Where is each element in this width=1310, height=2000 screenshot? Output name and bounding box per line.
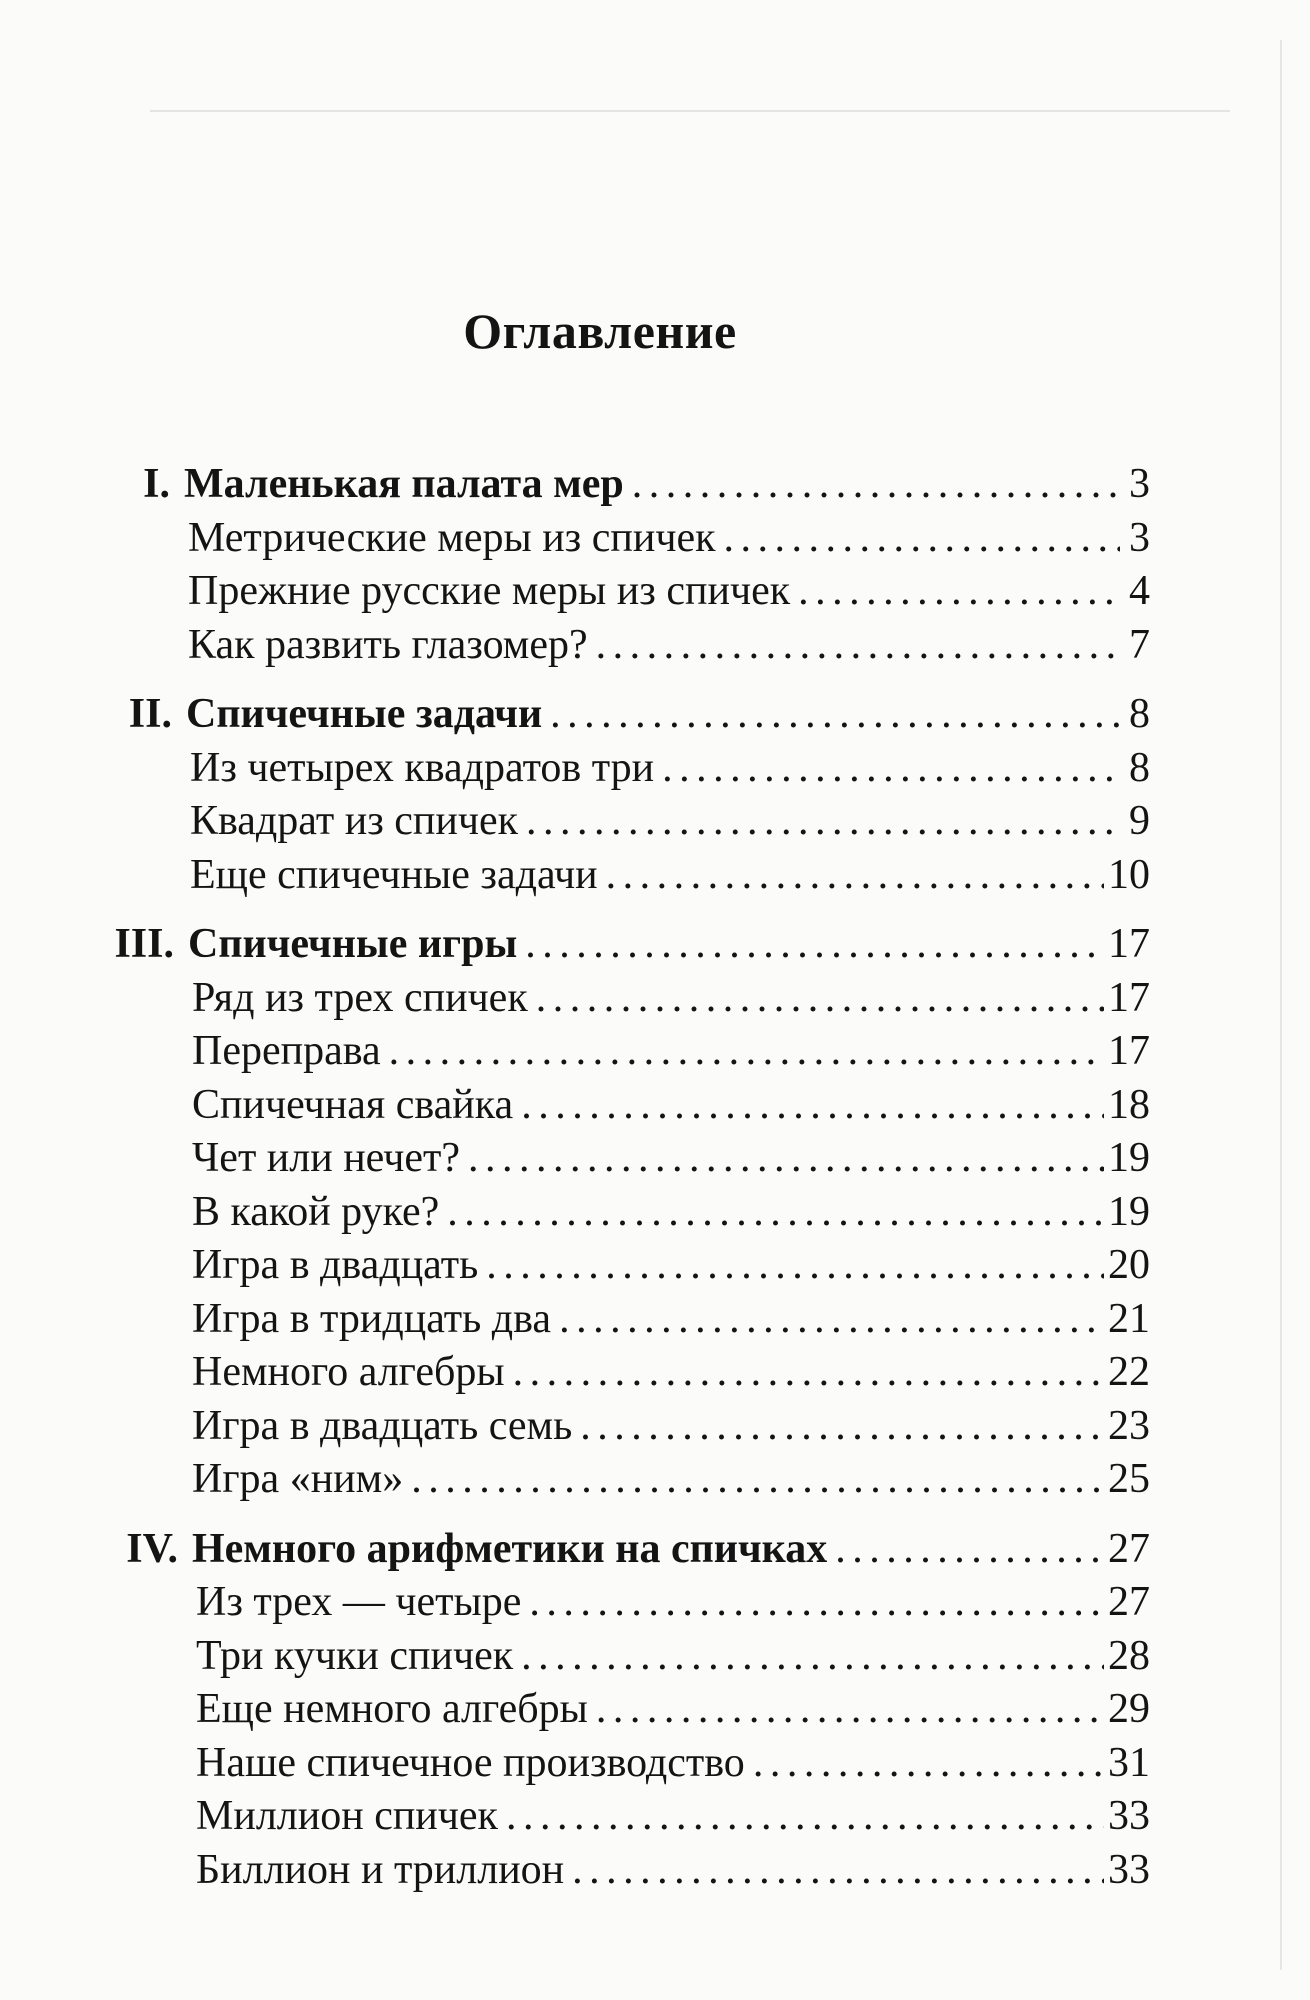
chapter-number: I. bbox=[143, 461, 170, 507]
section-title: Квадрат из спичек bbox=[190, 798, 519, 844]
page-number: 19 bbox=[1108, 1135, 1150, 1181]
page-number: 21 bbox=[1108, 1295, 1150, 1342]
page-number: 19 bbox=[1108, 1188, 1150, 1235]
dot-leader bbox=[468, 1129, 1104, 1187]
section-title: Метрические меры из спичек bbox=[188, 514, 716, 561]
dot-leader bbox=[513, 1343, 1104, 1401]
dot-leader bbox=[521, 1627, 1104, 1685]
toc-section-row bbox=[192, 969, 1150, 1027]
toc-section-row bbox=[192, 1290, 1150, 1348]
toc-chapter-row bbox=[128, 685, 1150, 743]
dot-leader bbox=[724, 509, 1120, 567]
dot-leader bbox=[447, 1183, 1104, 1241]
dot-leader bbox=[550, 685, 1120, 743]
page-number: 18 bbox=[1108, 1081, 1150, 1128]
dot-leader bbox=[521, 1076, 1104, 1134]
page-number: 10 bbox=[1108, 851, 1150, 898]
toc-section-row bbox=[196, 1841, 1150, 1899]
toc-chapter-row bbox=[114, 915, 1150, 973]
toc-section-row bbox=[192, 1236, 1150, 1294]
page-number: 17 bbox=[1108, 921, 1150, 967]
section-title: Игра в двадцать семь bbox=[192, 1402, 573, 1449]
dot-leader bbox=[525, 915, 1104, 973]
toc-section-row bbox=[196, 1734, 1150, 1792]
dot-leader bbox=[486, 1236, 1104, 1294]
dot-leader bbox=[526, 792, 1120, 850]
dot-leader bbox=[835, 1520, 1104, 1578]
section-title: Наше спичечное производство bbox=[196, 1739, 745, 1786]
dot-leader bbox=[411, 1450, 1104, 1508]
dot-leader bbox=[662, 739, 1120, 797]
page-number: 8 bbox=[1129, 744, 1150, 791]
chapter-title: Маленькая палата мер bbox=[184, 461, 624, 507]
toc-section-row bbox=[192, 1129, 1150, 1187]
page-number: 31 bbox=[1108, 1739, 1150, 1786]
page-number: 3 bbox=[1129, 461, 1150, 507]
section-title: Игра «ним» bbox=[192, 1456, 404, 1502]
page-number: 33 bbox=[1108, 1793, 1150, 1839]
chapter-number: IV. bbox=[126, 1525, 178, 1572]
page-number: 28 bbox=[1108, 1632, 1150, 1679]
toc-section-row bbox=[196, 1627, 1150, 1685]
dot-leader bbox=[389, 1022, 1104, 1080]
section-title: Немного алгебры bbox=[192, 1349, 505, 1395]
toc-section-row bbox=[192, 1022, 1150, 1080]
toc-section-row bbox=[196, 1680, 1150, 1738]
toc-section-row bbox=[190, 792, 1150, 850]
chapter-number: III. bbox=[114, 921, 174, 967]
toc-section-row bbox=[196, 1573, 1150, 1631]
page-title: Оглавление bbox=[463, 303, 737, 359]
page-number: 29 bbox=[1108, 1686, 1150, 1732]
section-title: Миллион спичек bbox=[196, 1793, 498, 1839]
dot-leader bbox=[572, 1841, 1104, 1899]
dot-leader bbox=[632, 455, 1120, 513]
section-title: В какой руке? bbox=[192, 1188, 440, 1235]
toc-chapter-row bbox=[126, 1520, 1150, 1578]
toc-section-row bbox=[188, 562, 1150, 620]
page-number: 27 bbox=[1108, 1579, 1150, 1625]
section-title: Из четырех квадратов три bbox=[190, 744, 655, 791]
dot-leader bbox=[580, 1397, 1104, 1455]
dot-leader bbox=[506, 1787, 1104, 1845]
section-title: Спичечная свайка bbox=[192, 1081, 514, 1128]
dot-leader bbox=[529, 1573, 1104, 1631]
section-title: Ряд из трех спичек bbox=[192, 974, 528, 1021]
page-number: 3 bbox=[1129, 514, 1150, 561]
page-number: 25 bbox=[1108, 1456, 1150, 1502]
section-title: Биллион и триллион bbox=[196, 1846, 565, 1893]
dot-leader bbox=[596, 616, 1120, 674]
chapter-number: II. bbox=[128, 691, 172, 737]
section-title: Три кучки спичек bbox=[196, 1632, 514, 1679]
page-number: 22 bbox=[1108, 1349, 1150, 1395]
section-title: Игра в тридцать два bbox=[192, 1295, 552, 1342]
page-number: 27 bbox=[1108, 1525, 1150, 1572]
page-number: 17 bbox=[1108, 1028, 1150, 1074]
section-title: Игра в двадцать bbox=[192, 1242, 479, 1288]
page-number: 4 bbox=[1129, 568, 1150, 614]
section-title: Переправа bbox=[192, 1028, 381, 1074]
section-title: Еще немного алгебры bbox=[196, 1686, 588, 1732]
page-number: 20 bbox=[1108, 1242, 1150, 1288]
toc-section-row bbox=[192, 1343, 1150, 1401]
chapter-title: Спичечные игры bbox=[188, 921, 518, 967]
chapter-title: Немного арифметики на спичках bbox=[192, 1525, 828, 1572]
dot-leader bbox=[536, 969, 1104, 1027]
dot-leader bbox=[798, 562, 1120, 620]
dot-leader bbox=[753, 1734, 1104, 1792]
page-number: 33 bbox=[1108, 1846, 1150, 1893]
section-title: Еще спичечные задачи bbox=[190, 851, 598, 898]
dot-leader bbox=[606, 846, 1104, 904]
toc-section-row bbox=[192, 1076, 1150, 1134]
section-title: Чет или нечет? bbox=[192, 1135, 461, 1181]
toc-section-row bbox=[192, 1183, 1150, 1241]
section-title: Из трех — четыре bbox=[196, 1579, 522, 1625]
toc-section-row bbox=[190, 739, 1150, 797]
page-number: 8 bbox=[1129, 691, 1150, 737]
toc-section-row bbox=[192, 1397, 1150, 1455]
page-number: 9 bbox=[1129, 798, 1150, 844]
toc-chapter-row bbox=[143, 455, 1150, 513]
page-number: 17 bbox=[1108, 974, 1150, 1021]
toc-section-row bbox=[188, 509, 1150, 567]
toc-section-row bbox=[188, 616, 1150, 674]
dot-leader bbox=[596, 1680, 1104, 1738]
toc-section-row bbox=[192, 1450, 1150, 1508]
toc-section-row bbox=[190, 846, 1150, 904]
chapter-title: Спичечные задачи bbox=[186, 691, 543, 737]
section-title: Как развить глазомер? bbox=[188, 621, 588, 668]
dot-leader bbox=[559, 1290, 1104, 1348]
page-number: 7 bbox=[1129, 621, 1150, 668]
toc-section-row bbox=[196, 1787, 1150, 1845]
page-number: 23 bbox=[1108, 1402, 1150, 1449]
section-title: Прежние русские меры из спичек bbox=[188, 568, 791, 614]
